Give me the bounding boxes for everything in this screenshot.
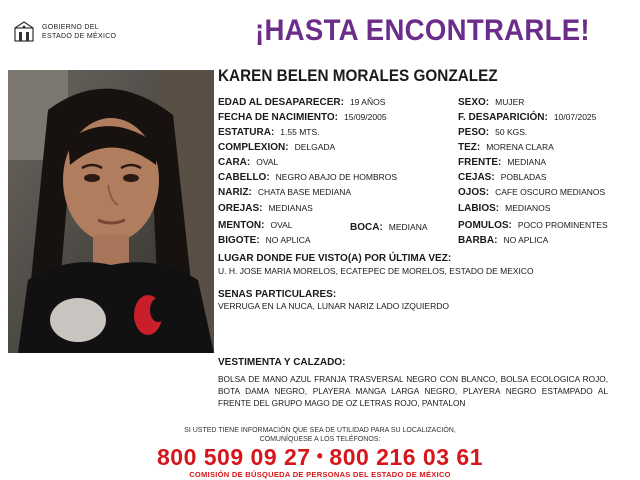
field-value: 50 KGS. xyxy=(495,127,528,137)
state-coat-of-arms-icon xyxy=(12,20,36,44)
headline: ¡HASTA ENCONTRARLE! xyxy=(255,14,590,47)
field-value: NEGRO ABAJO DE HOMBROS xyxy=(275,172,398,182)
phone-number-2: 800 216 03 61 xyxy=(329,444,483,470)
field-value: CHATA BASE MEDIANA xyxy=(257,187,352,197)
field-value: POCO PROMINENTES xyxy=(517,220,608,230)
field-value: OVAL xyxy=(270,220,293,230)
field-orejas xyxy=(218,203,313,214)
field-label: TEZ: xyxy=(458,142,481,153)
field-value: NO APLICA xyxy=(265,235,311,245)
field-label: CARA: xyxy=(218,157,251,168)
logo-text-line1: GOBIERNO DEL xyxy=(42,24,99,31)
field-value: OVAL xyxy=(256,157,279,167)
field-label: ESTATURA: xyxy=(218,127,275,138)
field-label: SEXO: xyxy=(458,97,490,108)
phone-number-1: 800 509 09 27 xyxy=(157,444,311,470)
field-value: DELGADA xyxy=(294,142,336,152)
field-barba xyxy=(458,235,548,246)
field-fecha-desaparicion xyxy=(458,112,596,123)
field-label: FRENTE: xyxy=(458,157,502,168)
missing-person-photo xyxy=(8,70,214,353)
field-value: MORENA CLARA xyxy=(486,142,554,152)
field-value: MEDIANAS xyxy=(268,203,313,213)
field-value: MEDIANA xyxy=(507,157,547,167)
field-peso xyxy=(458,127,527,138)
field-pomulos xyxy=(458,220,608,231)
contact-note-line2: COMUNÍQUESE A LOS TELÉFONOS: xyxy=(259,436,381,443)
field-bigote xyxy=(218,235,311,246)
field-value: CAFE OSCURO MEDIANOS xyxy=(495,187,606,197)
field-label: NARIZ: xyxy=(218,187,252,198)
person-name: KAREN BELEN MORALES GONZALEZ xyxy=(218,66,498,85)
field-edad xyxy=(218,97,385,108)
field-nariz xyxy=(218,187,351,198)
contact-note-line1: SI USTED TIENE INFORMACIÓN QUE SEA DE UTILIDAD PARA SU LOCALIZACIÓN, xyxy=(184,427,456,434)
field-value: 19 AÑOS xyxy=(349,97,386,107)
marks-text: VERRUGA EN LA NUCA, LUNAR NARIZ LADO IZQUIERDO xyxy=(218,301,449,311)
field-menton xyxy=(218,220,293,231)
field-ojos xyxy=(458,187,605,198)
field-label: POMULOS: xyxy=(458,220,512,231)
field-complexion xyxy=(218,142,335,153)
field-label: CABELLO: xyxy=(218,172,270,183)
field-sexo xyxy=(458,97,524,108)
clothing-text: BOLSA DE MANO AZUL FRANJA TRASVERSAL NEGRO CON BLANCO, BOLSA ECOLOGICA ROJO, BOTA DAMA NEGRO, PLAYERA MANGA LARGA NEGRO, PLAYERA NEGRO ESTAMPADO AL FRENTE DEL GRUPO MAGO DE OZ LETRAS ROJO, PANTALON xyxy=(218,374,608,408)
last-seen-title: LUGAR DONDE FUE VISTO(A) POR ÚLTIMA VEZ: xyxy=(218,253,452,264)
field-value: NO APLICA xyxy=(503,235,549,245)
field-value: MEDIANA xyxy=(388,222,428,232)
separator-dot: • xyxy=(316,446,324,466)
field-label: LABIOS: xyxy=(458,203,500,214)
field-cara xyxy=(218,157,278,168)
field-label: PESO: xyxy=(458,127,490,138)
field-label: BARBA: xyxy=(458,235,498,246)
person-photo-illustration xyxy=(8,70,214,353)
field-value: MUJER xyxy=(495,97,525,107)
field-value: 15/09/2005 xyxy=(344,112,387,122)
government-logo xyxy=(12,18,132,48)
field-value: MEDIANOS xyxy=(505,203,551,213)
contact-note xyxy=(0,426,640,444)
phone-numbers xyxy=(0,444,640,471)
field-tez xyxy=(458,142,554,153)
clothing-title: VESTIMENTA Y CALZADO: xyxy=(218,357,346,368)
field-value: 1.55 MTS. xyxy=(280,127,320,137)
commission-name: COMISIÓN DE BÚSQUEDA DE PERSONAS DEL ESTADO DE MÉXICO xyxy=(189,470,451,479)
logo-text-line2: ESTADO DE MÉXICO xyxy=(42,33,117,40)
field-cabello xyxy=(218,172,397,183)
marks-title: SENAS PARTICULARES: xyxy=(218,289,337,300)
field-label: F. DESAPARICIÓN: xyxy=(458,112,548,123)
field-labios xyxy=(458,203,550,214)
field-label: BIGOTE: xyxy=(218,235,260,246)
field-label: FECHA DE NACIMIENTO: xyxy=(218,112,338,123)
field-label: MENTON: xyxy=(218,220,265,231)
field-label: CEJAS: xyxy=(458,172,495,183)
field-estatura xyxy=(218,127,320,138)
last-seen-text: U. H. JOSE MARIA MORELOS, ECATEPEC DE MORELOS, ESTADO DE MEXICO xyxy=(218,266,534,276)
field-fecha-nacimiento xyxy=(218,112,387,123)
field-value: 10/07/2025 xyxy=(553,112,597,122)
field-label: OJOS: xyxy=(458,187,490,198)
field-boca xyxy=(350,222,428,233)
field-label: BOCA: xyxy=(350,222,383,233)
field-frente xyxy=(458,157,546,168)
field-label: COMPLEXION: xyxy=(218,142,289,153)
field-label: EDAD AL DESAPARECER: xyxy=(218,97,344,108)
field-label: OREJAS: xyxy=(218,203,263,214)
field-value: POBLADAS xyxy=(500,172,547,182)
field-cejas xyxy=(458,172,547,183)
